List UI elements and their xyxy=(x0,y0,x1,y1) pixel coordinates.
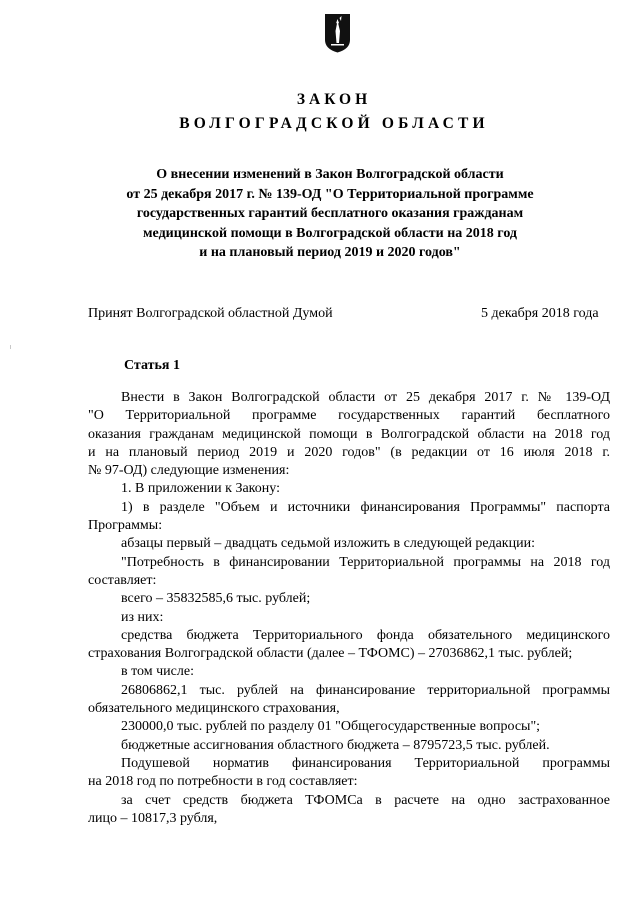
body-line: бюджетные ассигнования областного бюджета – 8795723,5 тыс. рублей. xyxy=(121,737,550,753)
subject-line: О внесении изменений в Закон Волгоградской области xyxy=(156,167,504,182)
body-line: № 97-ОД) следующие изменения: xyxy=(88,463,290,479)
body-line: 26806862,1 тыс. рублей на финансирование территориальной программы xyxy=(121,682,610,698)
body-line: составляет: xyxy=(88,572,157,588)
body-line: лицо – 10817,3 рубля, xyxy=(88,810,218,826)
body-line: всего – 35832585,6 тыс. рублей; xyxy=(121,591,311,607)
body-line: 1. В приложении к Закону: xyxy=(121,481,280,497)
body-line: средства бюджета Территориального фонда обязательного медицинского xyxy=(121,627,610,643)
region-heading: ВОЛГОГРАДСКОЙ ОБЛАСТИ xyxy=(179,115,489,132)
law-subject-title xyxy=(0,165,640,263)
subject-line: медицинской помощи в Волгоградской области на 2018 год xyxy=(143,225,517,241)
body-line: 230000,0 тыс. рублей по разделу 01 "Общегосударственные вопросы"; xyxy=(121,719,541,735)
body-line: Программы: xyxy=(88,518,163,534)
body-line: в том числе: xyxy=(121,664,194,680)
body-line: Внести в Закон Волгоградской области от 25 декабря 2017 г. № 139-ОД xyxy=(121,390,610,405)
article-title: Статья 1 xyxy=(124,358,180,373)
body-line: "Потребность в финансировании Территориальной программы на 2018 год xyxy=(121,554,610,570)
body-line: 1) в разделе "Объем и источники финансирования Программы" паспорта xyxy=(121,499,610,515)
body-line: и на плановый период 2019 и 2020 годов" (в редакции от 16 июля 2018 г. xyxy=(88,444,610,460)
body-line: Подушевой норматив финансирования Территориальной программы xyxy=(121,755,610,771)
law-heading: ЗАКОН xyxy=(296,91,372,108)
body-line: "О Территориальной программе государственных гарантий бесплатного xyxy=(88,408,610,424)
adoption-date: 5 декабря 2018 года xyxy=(481,306,599,321)
body-line: из них: xyxy=(121,609,164,625)
coat-of-arms-icon xyxy=(324,13,351,53)
body-line: абзацы первый – двадцать седьмой изложить в следующей редакции: xyxy=(121,536,535,552)
body-line: страхования Волгоградской области (далее – ТФОМС) – 27036862,1 тыс. рублей; xyxy=(88,646,573,662)
body-line: обязательного медицинского страхования, xyxy=(88,701,340,717)
subject-line: и на плановый период 2019 и 2020 годов" xyxy=(199,245,461,260)
article-body xyxy=(88,389,610,828)
margin-mark xyxy=(10,345,11,349)
body-line: оказания гражданам медицинской помощи в Волгоградской области на 2018 год xyxy=(88,426,610,442)
adopted-by: Принят Волгоградской областной Думой xyxy=(88,306,333,321)
subject-line: от 25 декабря 2017 г. № 139-ОД "О Территориальной программе xyxy=(126,186,534,202)
body-line: за счет средств бюджета ТФОМСа в расчете на одно застрахованное xyxy=(121,792,610,808)
body-line: на 2018 год по потребности в год составляет: xyxy=(88,774,358,790)
subject-line: государственных гарантий бесплатного оказания гражданам xyxy=(136,206,524,221)
